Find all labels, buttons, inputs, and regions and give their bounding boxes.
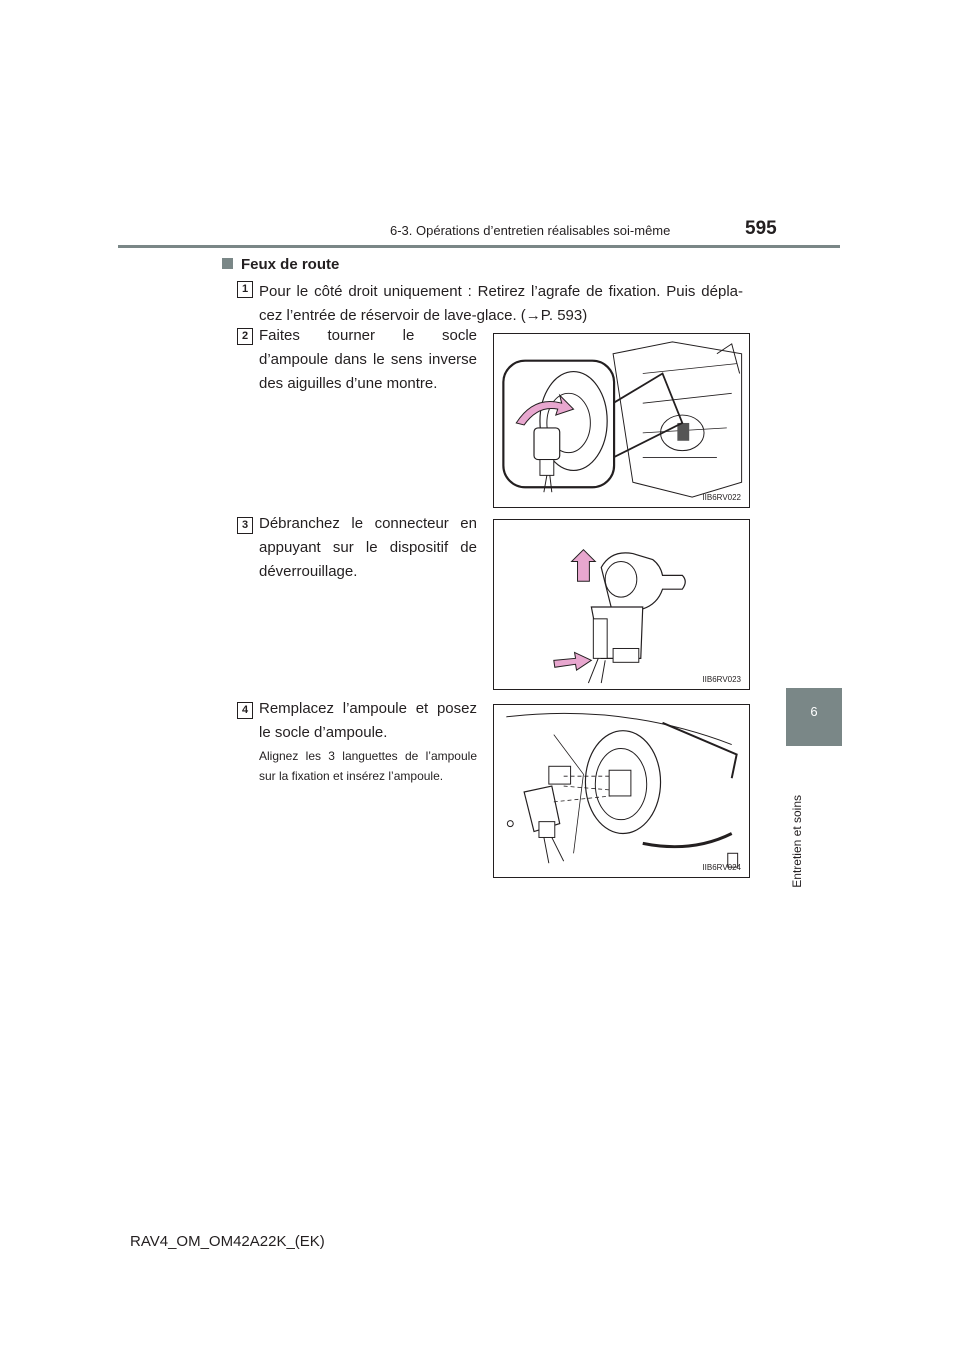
step-2-text: Faites tourner le socle d’ampoule dans le sens inverse des aiguilles d’une montre.: [259, 327, 477, 392]
section-title-text: Feux de route: [241, 256, 340, 273]
step-number-badge: 3: [237, 517, 253, 534]
header-rule: [118, 245, 840, 248]
chapter-number: 6: [810, 704, 818, 719]
step-3-text: Débranchez le connecteur en appuyant sur le dispositif de déverrouillage.: [259, 515, 477, 580]
step-number-badge: 1: [237, 281, 253, 298]
running-header-section: 6-3. Opérations d’entretien réalisables soi-même: [390, 223, 671, 238]
step-number-badge: 2: [237, 328, 253, 345]
step-4-text: Remplacez l’ampoule et posez le socle d’ampoule.: [259, 700, 477, 741]
figure-code: IIB6RV022: [702, 493, 741, 502]
section-title: [222, 256, 339, 273]
figure-connector-illustration: [494, 520, 749, 689]
section-square-icon: [222, 258, 233, 269]
step-4-note: Alignez les 3 languettes de l’ampoule sur la fixation et insérez l’ampoule.: [259, 749, 477, 783]
figure-install-illustration: [494, 705, 749, 877]
page-number: 595: [745, 218, 777, 239]
step-1-text: Pour le côté droit uniquement : Retirez l’agrafe de fixation. Puis dépla-cez l’entrée de réservoir de lave-glace. (→P. 593): [259, 283, 743, 324]
figure-code: IIB6RV024: [702, 863, 741, 872]
document-code-footer: RAV4_OM_OM42A22K_(EK): [130, 1233, 325, 1250]
chapter-label: Entretien et soins: [790, 795, 804, 888]
figure-code: IIB6RV023: [702, 675, 741, 684]
step-number-badge: 4: [237, 702, 253, 719]
figure-rotate-illustration: [494, 334, 749, 507]
figure-rotate-bulb-socket: [493, 333, 750, 508]
figure-disconnect-connector: [493, 519, 750, 690]
figure-install-bulb: [493, 704, 750, 878]
